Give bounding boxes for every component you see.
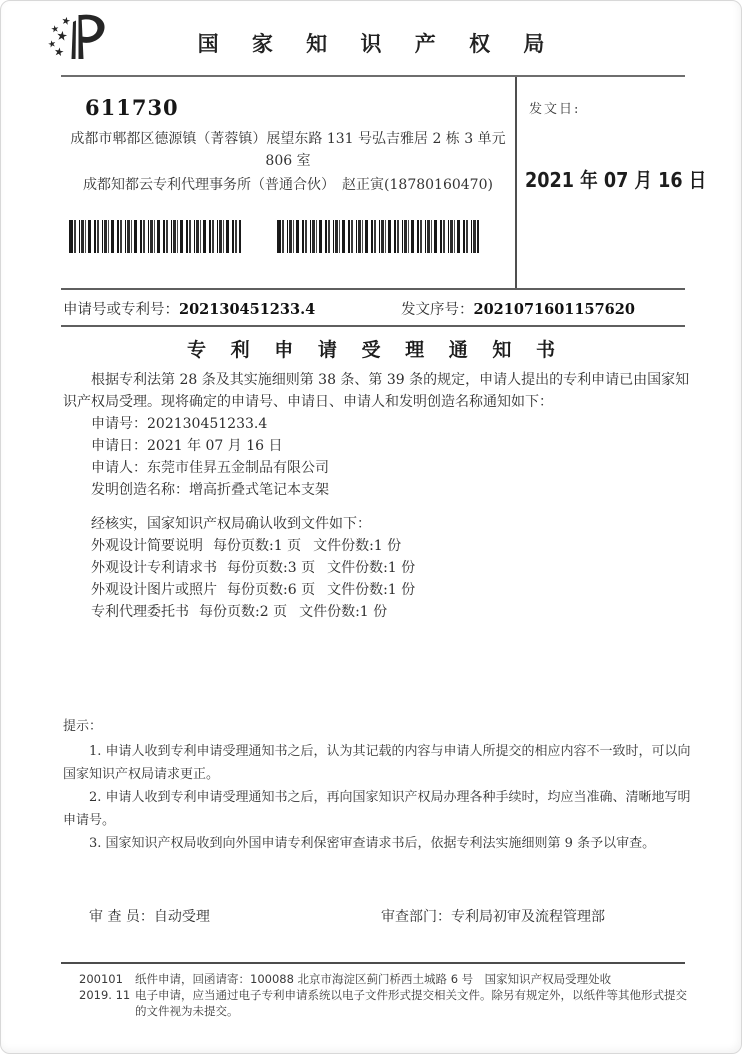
mailing-block [61, 77, 515, 288]
document-row [63, 535, 693, 557]
document-copies: 文件份数:1 份 [313, 538, 402, 554]
barcode-right [277, 220, 479, 253]
footer-codes [79, 971, 135, 1019]
document-pages: 每份页数:3 页 [227, 560, 316, 576]
field-label: 发明创造名称： [91, 482, 189, 498]
footer [79, 971, 693, 1019]
field-application-date [63, 435, 693, 457]
document-row [63, 579, 693, 601]
address-section [61, 77, 707, 288]
examiner-label: 审 查 员： [89, 909, 154, 925]
received-documents-list [63, 535, 693, 623]
postal-code: 611730 [85, 95, 179, 120]
field-label: 申请人： [91, 460, 147, 476]
footer-code-2: 2019. 11 [79, 988, 131, 1002]
document-name: 外观设计专利请求书 [91, 560, 217, 576]
examiner-cell [89, 906, 210, 926]
document-name: 外观设计图片或照片 [91, 582, 217, 598]
tip-item-1: 1. 申请人收到专利申请受理通知书之后，认为其记载的内容与申请人所提交的相应内容不一致时，可以向国家知识产权局请求更正。 [63, 744, 691, 782]
document-row [63, 557, 693, 579]
field-invention-title [63, 479, 693, 501]
barcode-left [69, 220, 241, 253]
reference-row [63, 298, 691, 319]
application-number-value: 202130451233.4 [179, 301, 316, 318]
footer-note-paper: 纸件申请，回函请寄：100088 北京市海淀区蓟门桥西土城路 6 号 国家知识产权局受理处收 [135, 972, 612, 986]
department-label: 审查部门： [381, 909, 451, 925]
examiner-value: 自动受理 [153, 909, 210, 925]
tip-item-3: 3. 国家知识产权局收到向外国申请专利保密审查请求书后，依据专利法实施细则第 9 条予以审查。 [89, 836, 656, 851]
field-applicant [63, 457, 693, 479]
agency-line: 成都知都云专利代理事务所（普通合伙） 赵正寅(18780160470) [83, 177, 493, 193]
tips-section [63, 715, 695, 855]
field-label: 申请日： [91, 438, 147, 454]
intro-paragraph: 根据专利法第 28 条及其实施细则第 38 条、第 39 条的规定，申请人提出的专利申请已由国家知识产权局受理。现将确定的申请号、申请日、申请人和发明创造名称通知如下： [63, 372, 690, 410]
footer-divider [61, 962, 685, 964]
department-cell [381, 906, 605, 926]
application-number-cell [63, 298, 401, 319]
tips-title: 提示： [63, 719, 103, 734]
department-value: 专利局初审及流程管理部 [451, 909, 605, 925]
tip-item-2: 2. 申请人收到专利申请受理通知书之后，再向国家知识产权局办理各种手续时，均应当准确、清晰地写明申请号。 [63, 790, 691, 828]
footer-note-electronic: 电子申请，应当通过电子专利申请系统以电子文件形式提交相关文件。除另有规定外，以纸件等其他形式提交的文件视为未提交。 [135, 988, 687, 1018]
application-fields [63, 413, 693, 501]
document-row [63, 601, 693, 623]
footer-code-1: 200101 [79, 972, 123, 986]
serial-number-cell [401, 298, 635, 319]
issue-date-label: 发文日: [529, 102, 581, 117]
notice-title: 专 利 申 请 受 理 通 知 书 [187, 339, 564, 361]
document-copies: 文件份数:1 份 [327, 582, 416, 598]
issue-date-value: 2021 年 07 月 16 日 [525, 168, 707, 192]
confirm-line: 经核实，国家知识产权局确认收到文件如下： [91, 516, 371, 532]
document-name: 外观设计简要说明 [91, 538, 203, 554]
divider-below-ref-row [61, 325, 685, 327]
document-pages: 每份页数:1 页 [213, 538, 302, 554]
barcode-row [69, 220, 515, 253]
field-application-number [63, 413, 693, 435]
serial-number-value: 2021071601157620 [473, 301, 635, 318]
document-pages: 每份页数:6 页 [227, 582, 316, 598]
field-label: 申请号： [91, 416, 147, 432]
divider-above-ref-row [61, 288, 685, 290]
field-value: 增高折叠式笔记本支架 [189, 482, 329, 498]
field-value: 2021 年 07 月 16 日 [147, 438, 283, 454]
field-value: 202130451233.4 [147, 416, 268, 432]
application-number-label: 申请号或专利号： [63, 302, 179, 318]
issue-date-box [515, 77, 707, 288]
document-name: 专利代理委托书 [91, 604, 189, 620]
document-pages: 每份页数:2 页 [199, 604, 288, 620]
notice-body [63, 369, 693, 623]
serial-number-label: 发文序号： [401, 302, 474, 318]
org-title: 国 家 知 识 产 权 局 [197, 31, 558, 56]
field-value: 东莞市佳昇五金制品有限公司 [147, 460, 329, 476]
recipient-address: 成都市郫都区德源镇（菁蓉镇）展望东路 131 号弘吉雅居 2 栋 3 单元 806 室 [70, 131, 506, 169]
document-copies: 文件份数:1 份 [299, 604, 388, 620]
document-copies: 文件份数:1 份 [327, 560, 416, 576]
footer-notes [135, 971, 693, 1019]
